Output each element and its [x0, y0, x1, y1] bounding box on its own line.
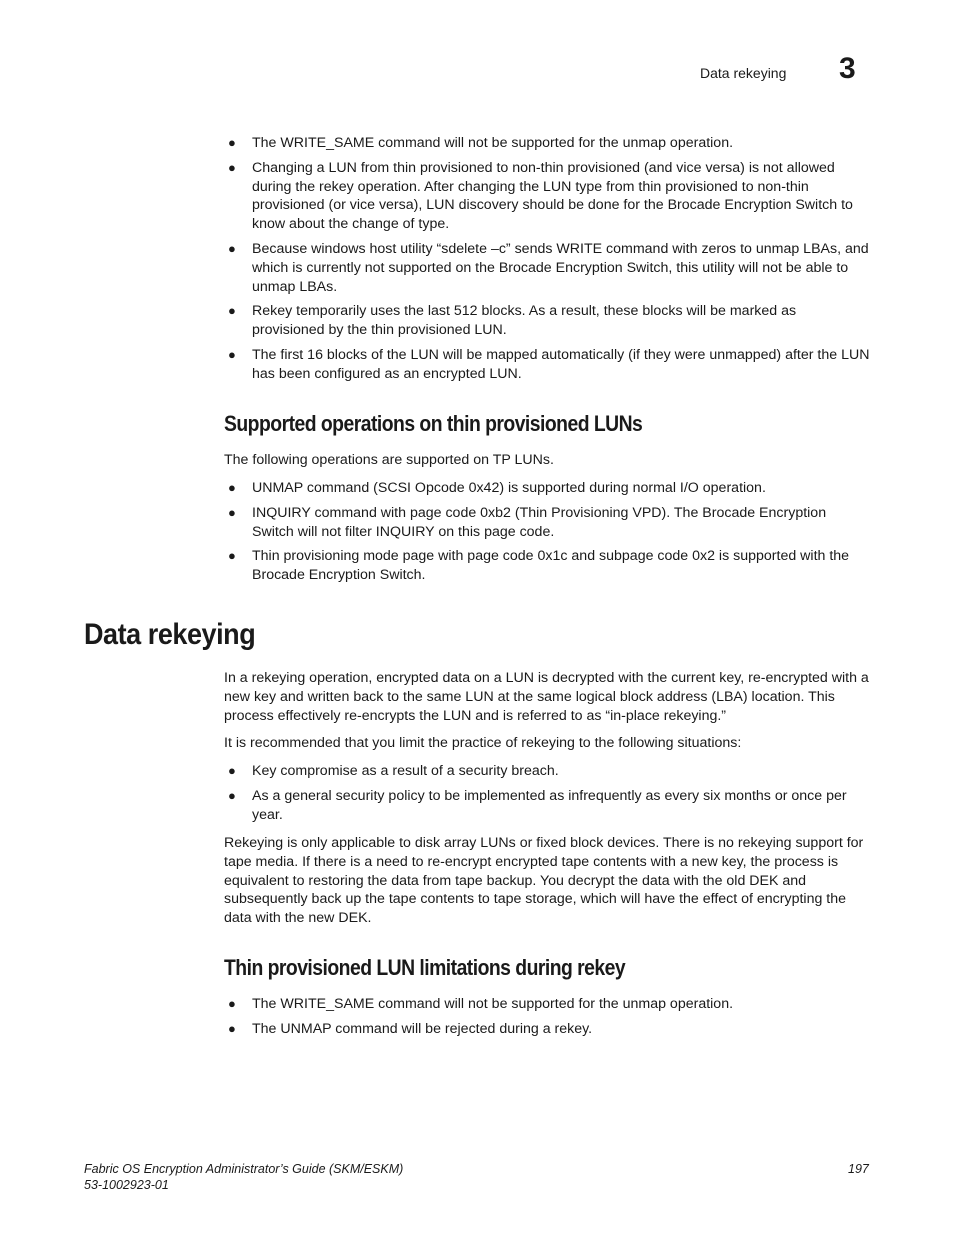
- bullet-icon: ●: [228, 480, 236, 495]
- data-rekeying-paragraph-2: It is recommended that you limit the practice of rekeying to the following situations:: [224, 735, 742, 751]
- list-item: ● The UNMAP command will be rejected during a rekey.: [228, 1020, 593, 1037]
- list-item: ● UNMAP command (SCSI Opcode 0x42) is supported during normal I/O operation.: [228, 480, 766, 496]
- list-item: ● INQUIRY command with page code 0xb2 (Thin Provisioning VPD). The Brocade Encryption Switch will not filter INQUIRY on this page code.: [228, 504, 827, 540]
- bullet-icon: ●: [228, 303, 236, 319]
- bullet-icon: ●: [228, 1020, 236, 1036]
- bullet-icon: ●: [228, 240, 236, 256]
- list-item: ● Because windows host utility “sdelete –c” sends WRITE command with zeros to unmap LBAs, and which is currently not supported on the Brocade Encryption Switch, this utility will not be able to unmap LBAs.: [228, 240, 869, 295]
- page-title-data-rekeying: Data rekeying: [84, 618, 256, 651]
- bullet-icon: ●: [228, 135, 236, 150]
- list-item: ● The WRITE_SAME command will not be supported for the unmap operation.: [228, 135, 734, 151]
- list-item: ● Rekey temporarily uses the last 512 blocks. As a result, these blocks will be marked as provisioned by the thin provisioned LUN.: [228, 303, 797, 339]
- list-item: ● Thin provisioning mode page with page code 0x1c and subpage code 0x2 is supported with the Brocade Encryption Switch.: [228, 548, 850, 584]
- running-header-section: Data rekeying: [700, 65, 787, 81]
- bullet-icon: ●: [228, 504, 236, 520]
- bullet-icon: ●: [228, 346, 236, 362]
- footer-document-title: Fabric OS Encryption Administrator’s Guide (SKM/ESKM): [84, 1162, 404, 1176]
- intro-bullet-list: [224, 134, 870, 390]
- bullet-icon: ●: [228, 787, 236, 803]
- data-rekeying-paragraph-1: In a rekeying operation, encrypted data on a LUN is decrypted with the current key, re-encrypted with a new key and written back to the same LUN at the same logical block address (LBA) location. This process effectively re-encrypts the LUN and is referred to as “in-place rekeying.”: [224, 670, 869, 724]
- section-heading-supported-operations: Supported operations on thin provisioned LUNs: [224, 411, 643, 436]
- list-item: ● The WRITE_SAME command will not be supported for the unmap operation.: [228, 996, 734, 1012]
- bullet-icon: ●: [228, 159, 236, 175]
- list-item: ● The first 16 blocks of the LUN will be mapped automatically (if they were unmapped) after the LUN has been configured as an encrypted LUN.: [228, 346, 870, 382]
- supported-operations-intro: The following operations are supported on TP LUNs.: [224, 452, 554, 468]
- bullet-icon: ●: [228, 548, 236, 564]
- list-item: ● Changing a LUN from thin provisioned to non-thin provisioned (and vice versa) is not allowed during the rekey operation. After changing the LUN type from thin provisioned to non-thin provisioned (or vice versa), LUN discovery should be done for the Brocade Encryption Switch to know about the change of type.: [228, 159, 853, 233]
- bullet-icon: ●: [228, 763, 236, 778]
- supported-operations-bullet-list: [224, 479, 870, 591]
- chapter-number: 3: [839, 52, 856, 85]
- bullet-icon: ●: [228, 996, 236, 1011]
- limitations-bullet-list: [224, 995, 870, 1045]
- data-rekeying-paragraph-3: Rekeying is only applicable to disk array LUNs or fixed block devices. There is no rekeying support for tape media. If there is a need to re-encrypt encrypted tape contents with a new key, the process is equivalent to restoring the data from tape backup. You decrypt the data with the old DEK and subsequently back up the tape contents to tape storage, which will have the effect of encrypting the data with the new DEK.: [224, 835, 864, 927]
- rekeying-situations-bullet-list: [224, 762, 870, 830]
- list-item: ● As a general security policy to be implemented as infrequently as every six months or once per year.: [228, 787, 847, 823]
- list-item: ● Key compromise as a result of a security breach.: [228, 763, 559, 779]
- section-heading-limitations: Thin provisioned LUN limitations during rekey: [224, 955, 626, 980]
- footer-page-number: 197: [848, 1162, 869, 1176]
- footer-document-number: 53-1002923-01: [84, 1178, 169, 1192]
